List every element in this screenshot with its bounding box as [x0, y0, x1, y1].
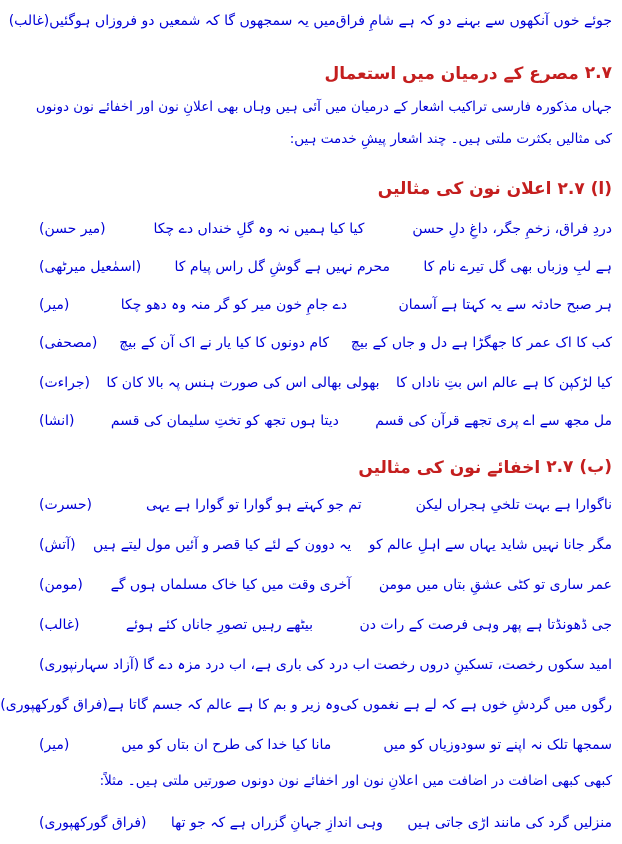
paragraph-text: کبھی کبھی اضافت در اضافت میں اعلانِ نون اور اخفائے نون دونوں صورتیں ملتی ہیں۔ مثلاً:: [99, 773, 612, 789]
misra-second: تم جو کہتے ہو گوارا تو گوارا ہے یہی: [146, 497, 362, 513]
section-title: مصرع کے درمیان میں استعمال: [324, 63, 579, 84]
paragraph-text: کی مثالیں بکثرت ملتی ہیں۔ چند اشعار پیشِ خدمت ہیں:: [289, 131, 612, 147]
misra-first: ناگوارا ہے بہت تلخیِ ہجراں لیکن: [415, 497, 612, 513]
section-number: ۲.۷ (ب): [546, 457, 612, 477]
misra-first: مل مجھ سے اے پری تجھے قرآن کی قسم: [375, 413, 612, 429]
subsection-heading-elan: [39, 174, 612, 204]
verse-line: [39, 650, 612, 680]
misra-second: وہی اندازِ جہانِ گزراں ہے کہ جو تھا: [170, 815, 383, 831]
misra-second: محرم نہیں ہے گوشِ گل راس پیام کا: [174, 259, 390, 275]
poet-name: (مصحفی): [39, 335, 98, 351]
misra-second: مانا کیا خدا کی طرح ان بتاں کو میں: [121, 737, 332, 753]
misra-second: کام دونوں کا کیا یار نے اک آن کے بیچ: [119, 335, 330, 351]
misra-second: یہ دوون کے لئے کیا قصر و آئیں مول لیتے ہیں: [93, 537, 352, 553]
verse-line: [39, 252, 612, 282]
misra-first: ہے لبِ وزباں بھی گل تیرے نام کا: [423, 259, 612, 275]
poet-name: (حسرت): [39, 497, 92, 513]
verse-line: [39, 610, 612, 640]
poet-name: (آزاد سہارنپوری): [39, 657, 140, 673]
poet-name: (اسمٰعیل میرٹھی): [39, 259, 142, 275]
misra-first: دردِ فراق، زخمِ جگر، داغِ دلِ حسن: [412, 221, 612, 237]
verse-line: [39, 730, 612, 760]
section-number: ۲.۷: [584, 63, 612, 83]
verse-line: [39, 808, 612, 838]
misra-first: رگوں میں گردشِ خوں ہے کہ لے ہے نغموں کی: [340, 697, 612, 713]
misra-second: بیٹھے رہیں تصورِ جاناں کئے ہوئے: [125, 617, 314, 633]
verse-top: [8, 6, 612, 36]
section-title: اخفائے نون کی مثالیں: [358, 457, 541, 478]
verse-line: [39, 490, 612, 520]
misra-first: کیا لڑکپن کا ہے عالم اس بتِ ناداں کا: [396, 375, 612, 391]
verse-line: [39, 530, 612, 560]
paragraph-line: [35, 92, 612, 122]
poet-name: (انشا): [39, 413, 75, 429]
misra-first: سمجھا تلک نہ اپنے تو سودوزیاں کو میں: [383, 737, 612, 753]
paragraph-line: [39, 124, 612, 154]
poet-name: (میر): [39, 297, 70, 313]
misra-second: اب درد کی باری ہے، اب درد مزہ دے گا: [143, 657, 370, 673]
misra-second: میں یہ سمجھوں گا کہ شمعیں دو فروزاں ہوگئیں: [49, 13, 336, 29]
verse-line: [39, 368, 612, 398]
misra-second: دیتا ہوں تجھ کو تختِ سلیمان کی قسم: [110, 413, 339, 429]
subsection-heading-ikhfa: [39, 452, 612, 482]
misra-second: بھولی بھالی اس کی صورت ہنس پہ بالا کان کا: [106, 375, 380, 391]
poet-name: (میر حسن): [39, 221, 106, 237]
misra-first: مگر جانا نہیں شاید یہاں سے اہلِ عالم کو: [368, 537, 612, 553]
poet-name: (آتش): [39, 537, 76, 553]
misra-first: ہر صبح حادثہ سے یہ کہتا ہے آسمان: [398, 297, 612, 313]
misra-first: عمر ساری تو کٹی عشقِ بتاں میں مومن: [378, 577, 612, 593]
verse-line: [39, 290, 612, 320]
poet-name: (فراق گورکھپوری): [0, 697, 108, 713]
misra-first: کب کا اک عمر کا جھگڑا ہے دل و جاں کے بیچ: [350, 335, 612, 351]
poet-name: (غالب): [8, 13, 50, 29]
poet-name: (جراءت): [39, 375, 90, 391]
misra-first: امید سکوں رخصت، تسکینِ دروں رخصت: [373, 657, 612, 673]
verse-line: [39, 328, 612, 358]
misra-second: دے جامِ خون میر کو گر منہ وہ دھو چکا: [120, 297, 348, 313]
section-title: اعلان نون کی مثالیں: [377, 179, 552, 199]
misra-first: جوئے خوں آنکھوں سے بہنے دو کہ ہے شامِ فراق: [335, 13, 612, 29]
poet-name: (غالب): [39, 617, 80, 633]
misra-first: جی ڈھونڈتا ہے پھر وہی فرصت کے رات دن: [359, 617, 612, 633]
poet-name: (مومن): [39, 577, 83, 593]
poet-name: (میر): [39, 737, 70, 753]
misra-first: منزلیں گرد کی مانند اڑی جاتی ہیں: [407, 815, 612, 831]
verse-line: [0, 690, 612, 720]
verse-line: [39, 406, 612, 436]
misra-second: آخری وقت میں کیا خاک مسلماں ہوں گے: [110, 577, 352, 593]
section-number: ۲.۷ (ا): [557, 179, 612, 199]
misra-second: کیا کیا ہمیں نہ وہ گلِ خنداں دے چکا: [153, 221, 365, 237]
paragraph-line: [39, 766, 612, 796]
misra-second: وہ زیر و بم کا ہے عالم کہ جسم گاتا ہے: [107, 697, 340, 713]
poet-name: (فراق گورکھپوری): [39, 815, 147, 831]
verse-line: [39, 570, 612, 600]
paragraph-text: جہاں مذکورہ فارسی تراکیب اشعار کے درمیان میں آئی ہیں وہاں بھی اعلانِ نون اور اخفائے نون دونوں: [35, 99, 612, 115]
verse-line: [39, 214, 612, 244]
section-heading: [39, 58, 612, 88]
